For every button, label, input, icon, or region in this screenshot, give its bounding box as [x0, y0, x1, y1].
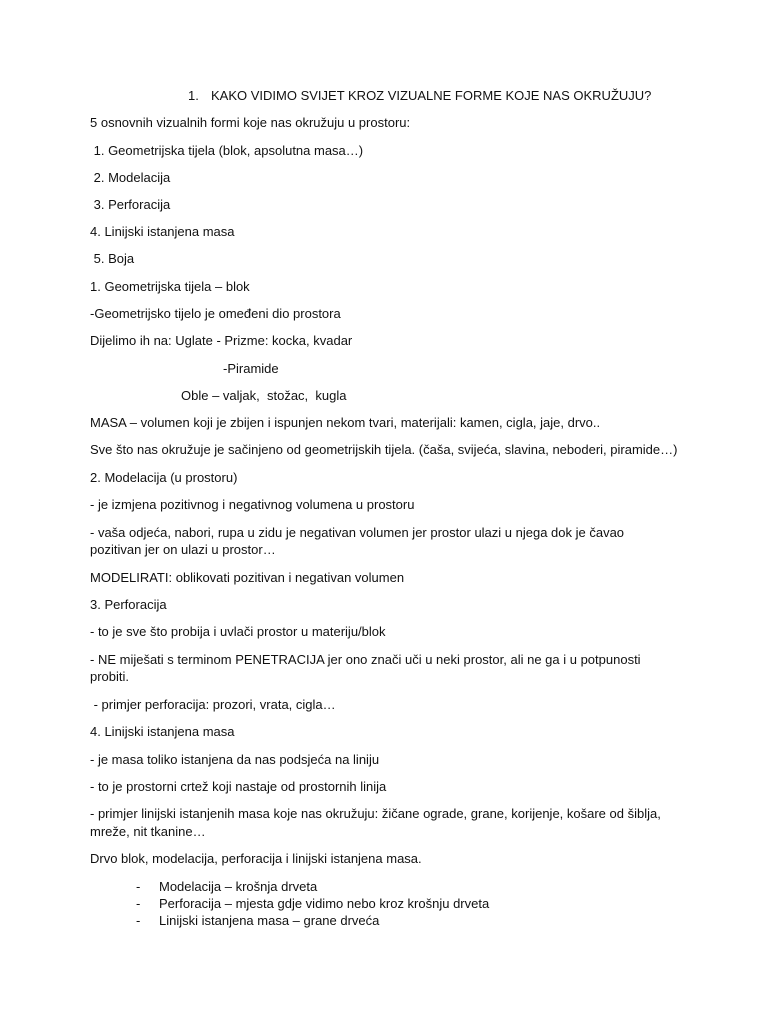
text-line: Dijelimo ih na: Uglate - Prizme: kocka, kvadar	[90, 333, 353, 348]
list-item: 4. Linijski istanjena masa	[90, 224, 235, 239]
list-item: 3. Perforacija	[90, 197, 171, 212]
text-line: Drvo blok, modelacija, perforacija i linijski istanjena masa.	[90, 851, 422, 866]
bullet-item: Perforacija – mjesta gdje vidimo nebo kroz krošnju drveta	[159, 896, 490, 911]
bullet-marker: -	[136, 896, 141, 911]
text-line: - vaša odjeća, nabori, rupa u zidu je negativan volumen jer prostor ulazi u njega dok je čavao	[90, 525, 625, 540]
heading-title: KAKO VIDIMO SVIJET KROZ VIZUALNE FORME KOJE NAS OKRUŽUJU?	[211, 88, 652, 103]
text-line: - to je prostorni crtež koji nastaje od prostornih linija	[90, 779, 387, 794]
text-line: -Geometrijsko tijelo je omeđeni dio prostora	[90, 306, 341, 321]
heading-number: 1.	[188, 88, 199, 103]
bullet-marker: -	[136, 879, 141, 894]
bullet-item: Linijski istanjena masa – grane drveća	[159, 913, 380, 928]
text-line: - je masa toliko istanjena da nas podsjeća na liniju	[90, 752, 380, 767]
text-line: - primjer linijski istanjenih masa koje nas okružuju: žičane ograde, grane, korijenje, košare od šiblja,	[90, 806, 661, 821]
text-line: - to je sve što probija i uvlači prostor u materiju/blok	[90, 624, 386, 639]
bullet-item: Modelacija – krošnja drveta	[159, 879, 318, 894]
text-line: Oble – valjak, stožac, kugla	[181, 388, 347, 403]
list-item: 1. Geometrijska tijela (blok, apsolutna masa…)	[90, 143, 364, 158]
text-line: - primjer perforacija: prozori, vrata, cigla…	[90, 697, 336, 712]
list-item: 5. Boja	[90, 251, 135, 266]
section-heading: 1. Geometrijska tijela – blok	[90, 279, 250, 294]
text-line: pozitivan jer on ulazi u prostor…	[90, 542, 276, 557]
section-heading: 4. Linijski istanjena masa	[90, 724, 235, 739]
bullet-marker: -	[136, 913, 141, 928]
text-line: 5 osnovnih vizualnih formi koje nas okružuju u prostoru:	[90, 115, 411, 130]
text-line: - je izmjena pozitivnog i negativnog volumena u prostoru	[90, 497, 415, 512]
section-heading: 2. Modelacija (u prostoru)	[90, 470, 238, 485]
text-line: probiti.	[90, 669, 130, 684]
text-line: Sve što nas okružuje je sačinjeno od geometrijskih tijela. (čaša, svijeća, slavina, neboderi, piramide…)	[90, 442, 678, 457]
text-line: MODELIRATI: oblikovati pozitivan i negativan volumen	[90, 570, 405, 585]
text-line: - NE miješati s terminom PENETRACIJA jer ono znači uči u neki prostor, ali ne ga i u potpunosti	[90, 652, 641, 667]
section-heading: 3. Perforacija	[90, 597, 167, 612]
list-item: 2. Modelacija	[90, 170, 171, 185]
text-line: MASA – volumen koji je zbijen i ispunjen nekom tvari, materijali: kamen, cigla, jaje, drvo..	[90, 415, 601, 430]
text-line: mreže, nit tkanine…	[90, 824, 206, 839]
text-line: -Piramide	[223, 361, 279, 376]
